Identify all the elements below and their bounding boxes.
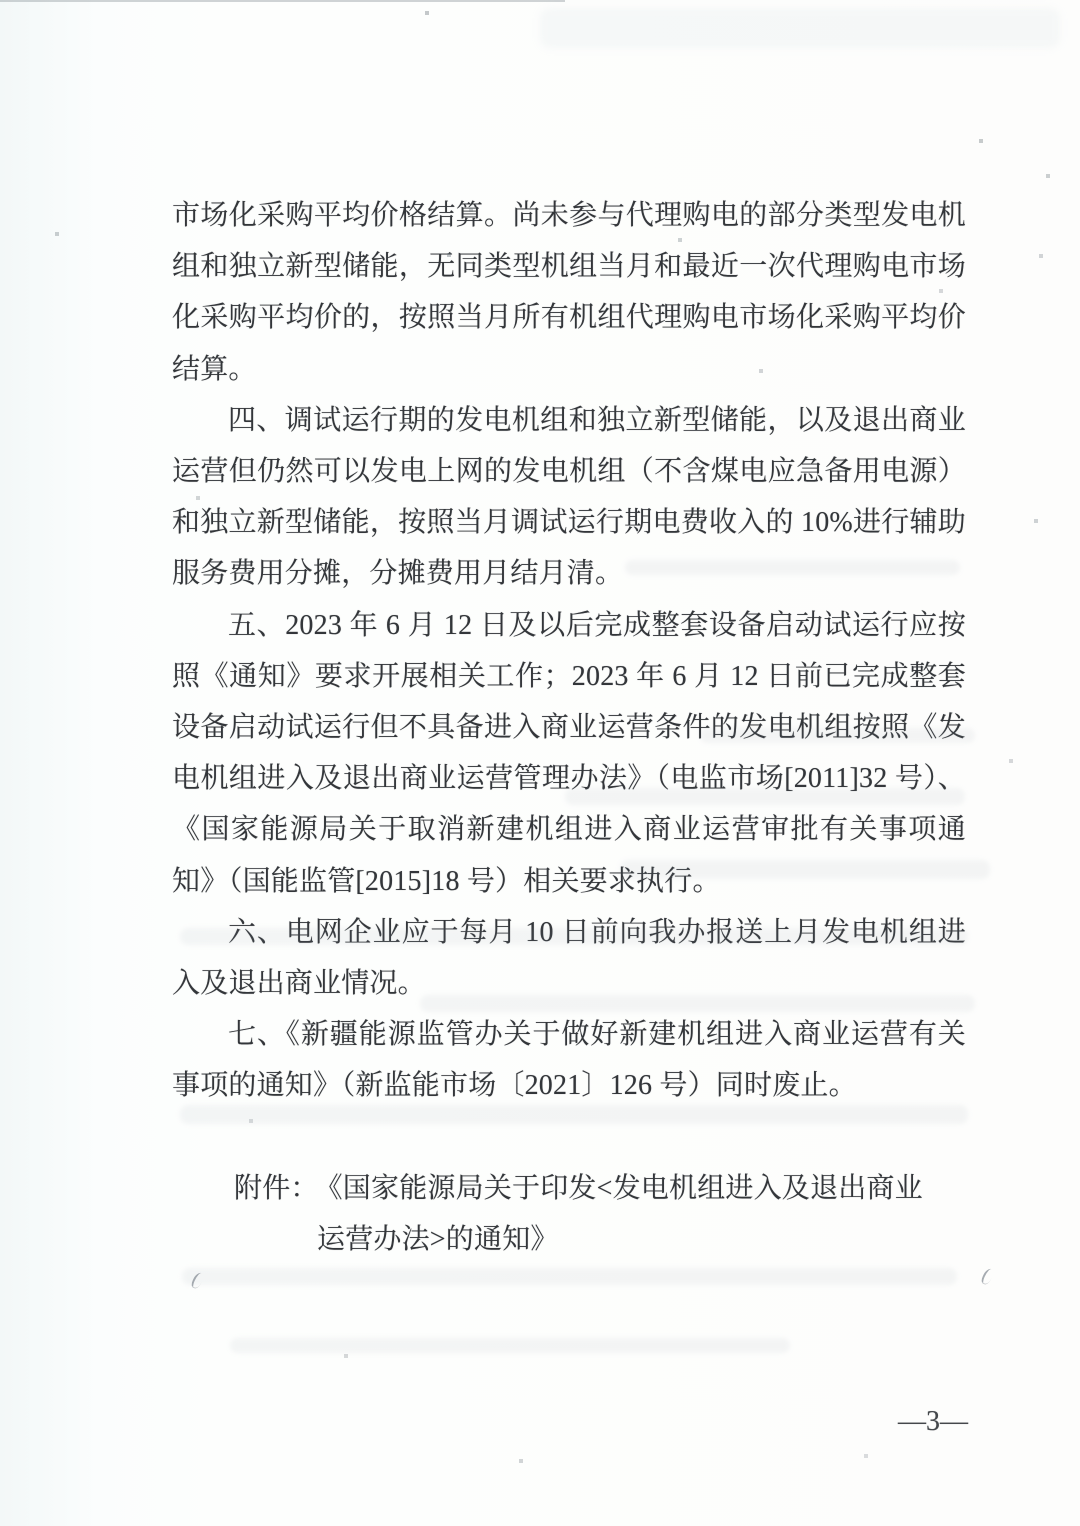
text-line: 入及退出商业情况。 (172, 968, 426, 1000)
scan-smudge (620, 860, 990, 879)
text-line: 结算。 (172, 353, 257, 385)
attachment-title-line1: 《国家能源局关于印发<发电机组进入及退出商业 (328, 1172, 923, 1204)
scan-smudge (182, 1268, 957, 1285)
text-line: 《国家能源局关于取消新建机组进入商业运营审批有关事项通 (172, 814, 966, 846)
text-line: 服务费用分摊，分摊费用月结月清。 (172, 558, 624, 590)
scan-mottle (540, 8, 1060, 48)
text-line: 和独立新型储能，按照当月调试运行期电费收入的 10%进行辅助 (172, 507, 966, 539)
page-number: —3— (898, 1406, 968, 1437)
text-line: 运营但仍然可以发电上网的发电机组（不含煤电应急备用电源） (172, 456, 966, 488)
text-line: 组和独立新型储能，无同类型机组当月和最近一次代理购电市场 (172, 251, 966, 283)
text-line: 七、《新疆能源监管办关于做好新建机组进入商业运营有关 (228, 1019, 966, 1051)
attachment-label: 附件： (234, 1172, 319, 1204)
text-line: 照《通知》要求开展相关工作；2023 年 6 月 12 日前已完成整套 (172, 660, 966, 692)
text-line: 电机组进入及退出商业运营管理办法》（电监市场[2011]32 号）、 (172, 763, 966, 795)
scan-smudge (625, 560, 960, 575)
text-line: 市场化采购平均价格结算。尚未参与代理购电的部分类型发电机 (172, 200, 966, 231)
stray-pen-mark (980, 1267, 995, 1286)
attachment-note (172, 1163, 966, 1265)
text-line: 知》（国能监管[2015]18 号）相关要求执行。 (172, 865, 721, 897)
scan-speckles (0, 0, 2, 2)
attachment-line (234, 1163, 966, 1214)
scan-smudge (420, 995, 975, 1012)
text-line: 事项的通知》（新监能市场〔2021〕126 号）同时废止。 (172, 1070, 857, 1102)
scan-smudge (700, 728, 975, 743)
scan-smudge (230, 1338, 790, 1353)
scan-smudge (565, 788, 965, 805)
scan-smudge (180, 928, 968, 945)
text-line: 化采购平均价的，按照当月所有机组代理购电市场化采购平均价 (172, 302, 966, 334)
text-line: 四、调试运行期的发电机组和独立新型储能，以及退出商业 (228, 404, 966, 436)
text-line: 六、电网企业应于每月 10 日前向我办报送上月发电机组进 (228, 916, 966, 948)
scan-smudge (180, 1105, 968, 1124)
scan-edge-line (0, 0, 565, 2)
text-line: 设备启动试运行但不具备进入商业运营条件的发电机组按照《发 (172, 712, 966, 744)
text-line: 五、2023 年 6 月 12 日及以后完成整套设备启动试运行应按 (228, 609, 966, 641)
attachment-title-line2: 运营办法>的通知》 (317, 1224, 559, 1256)
